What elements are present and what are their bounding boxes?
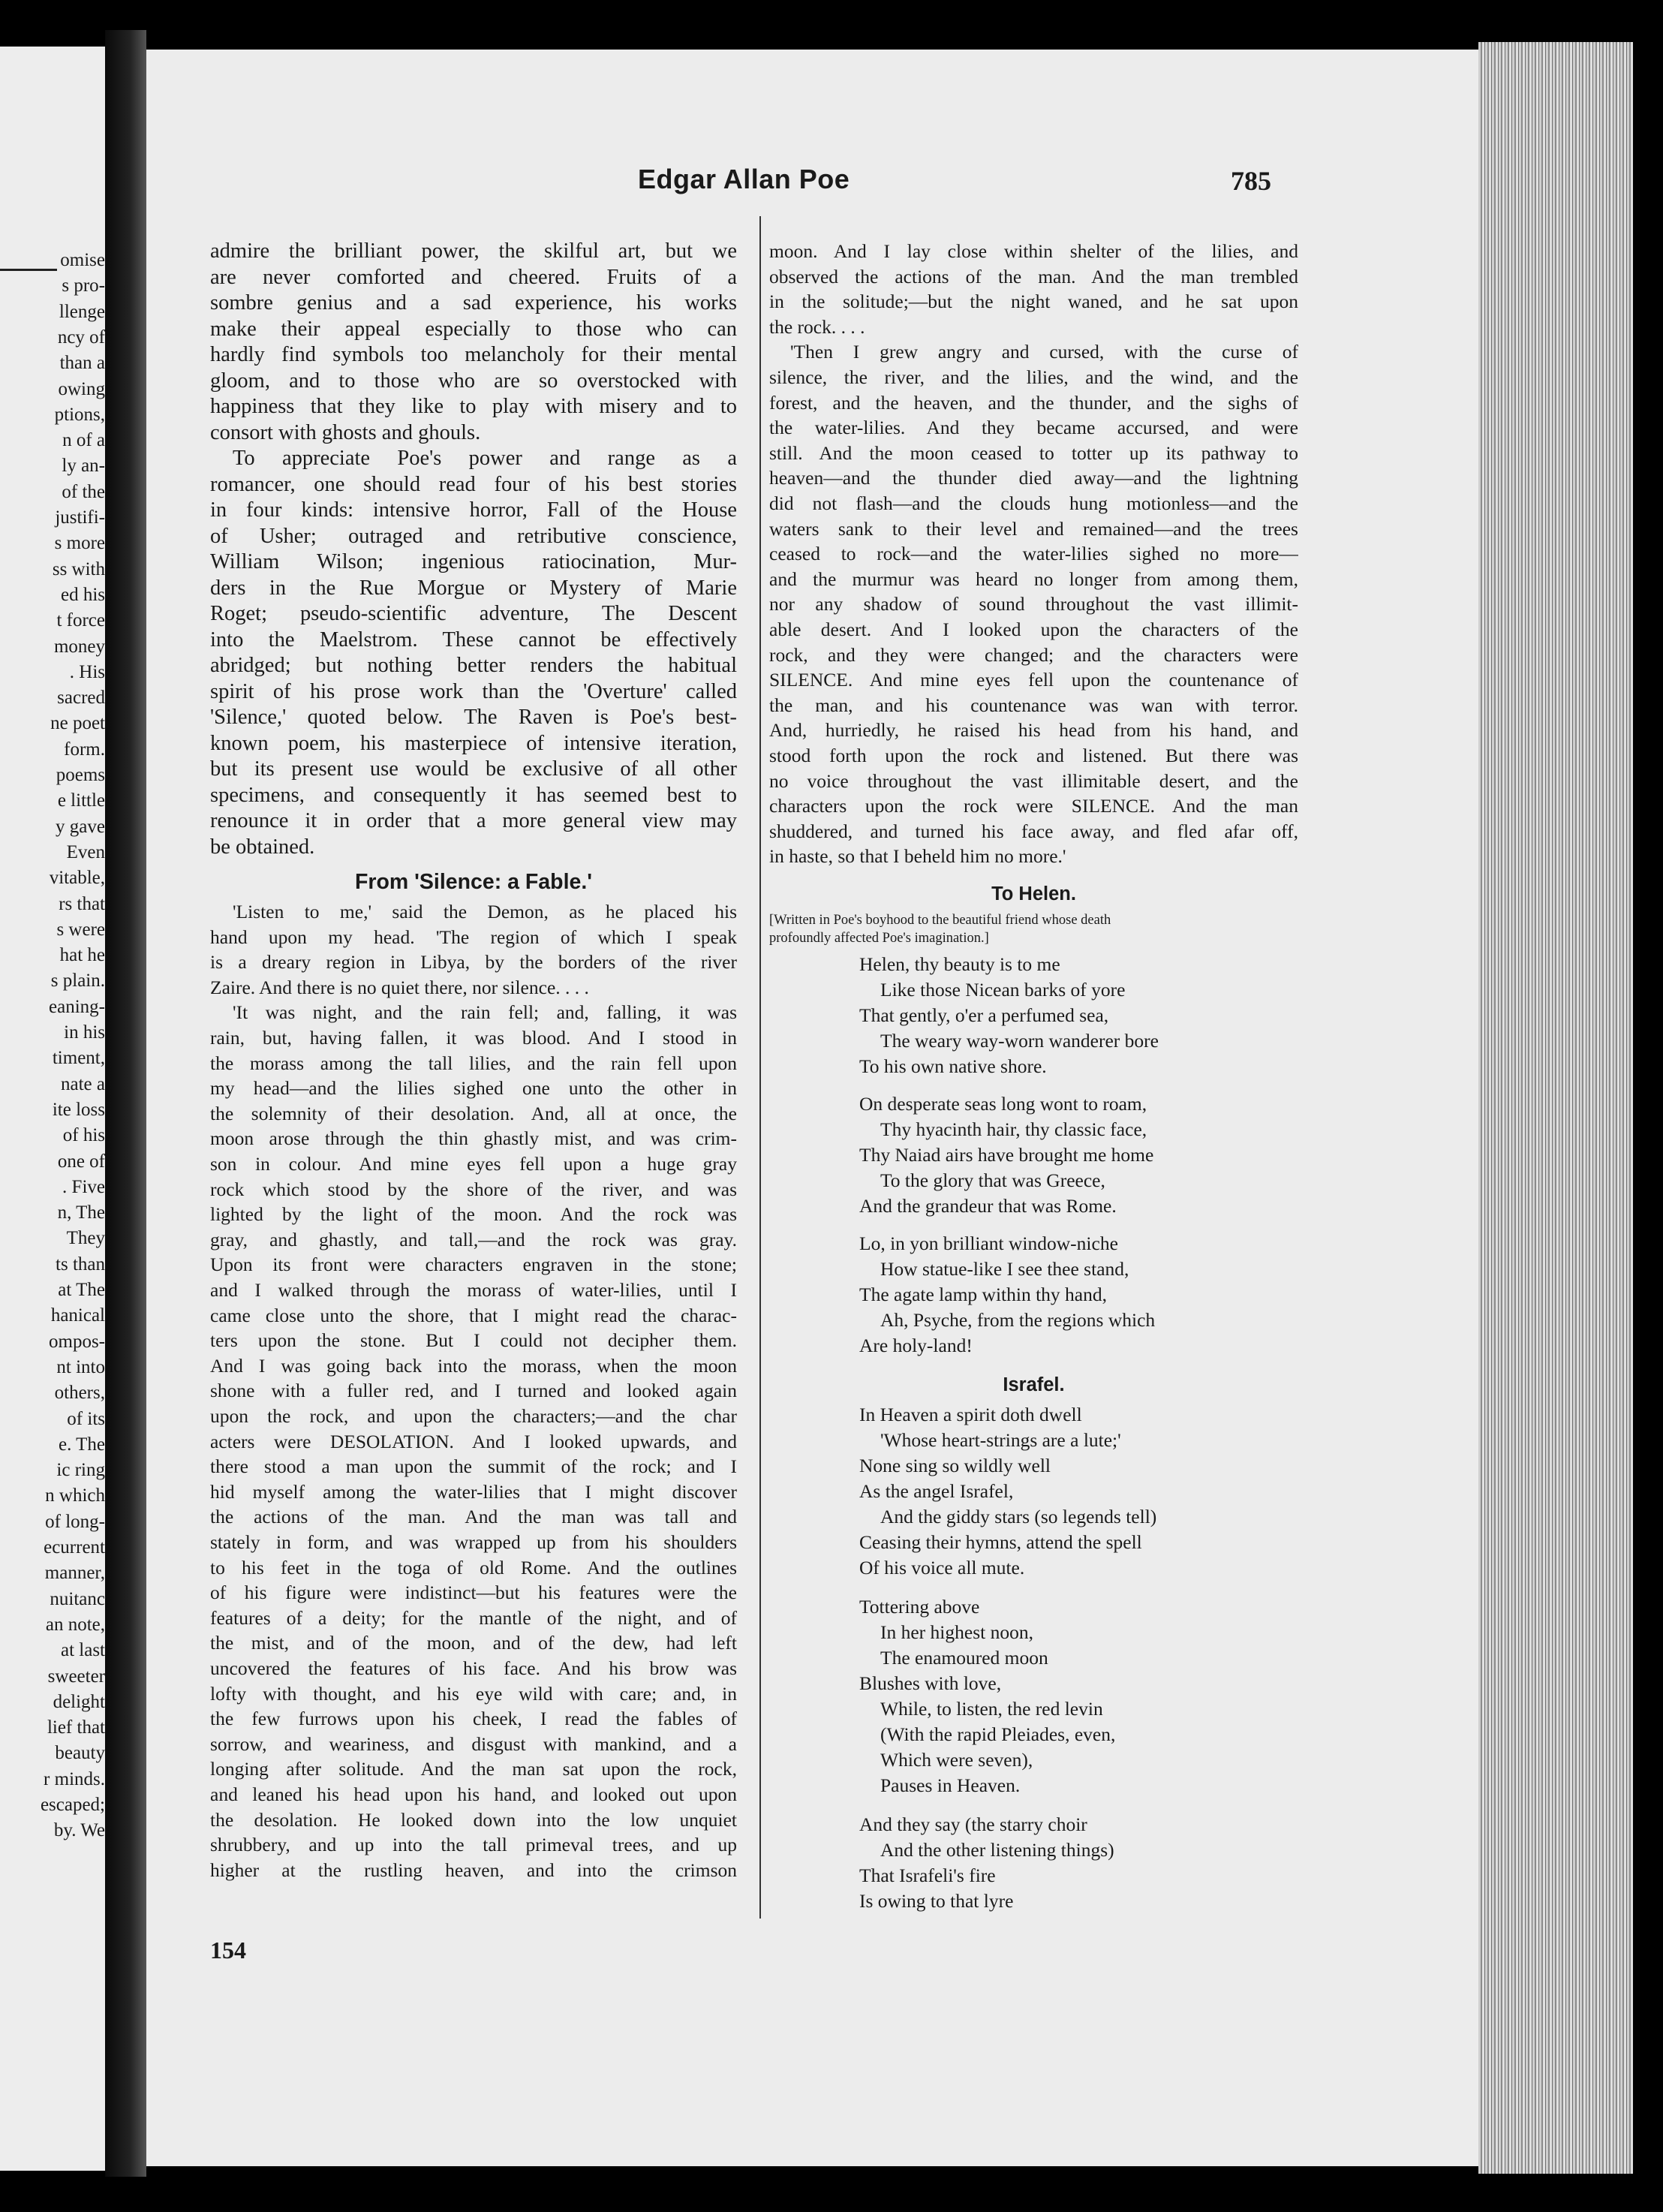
poem-title-israfel: Israfel. (1003, 1374, 1065, 1395)
left-column (210, 239, 737, 1928)
left-page-fragment: justifi- (55, 507, 105, 528)
quotation-line: acters were DESOLATION. And I looked upwards, and (210, 1430, 737, 1452)
quotation-line: my head—and the lilies sighed one unto the other in (210, 1077, 737, 1100)
quotation-line: 'Listen to me,' said the Demon, as he placed his (233, 901, 737, 922)
quotation-line: the mist, and of the moon, and of the dew, had left (210, 1632, 737, 1654)
body-text-line: happiness that they like to play with misery and to (210, 395, 737, 418)
body-text-line: be obtained. (210, 835, 315, 859)
poem-line: Lo, in yon brilliant window-niche (859, 1232, 1118, 1254)
body-text-line: known poem, his masterpiece of intensive iteration, (210, 731, 737, 755)
left-page-fragment: . Five (62, 1176, 105, 1197)
quotation-line: the desolation. He looked down into the low unquiet (210, 1808, 737, 1831)
left-page-fragment: beauty (55, 1743, 105, 1764)
body-text-line: hardly find symbols too melancholy for their mental (210, 343, 737, 366)
body-text-line: renounce it in order that a more general view may (210, 809, 737, 832)
quotation-line: silence, the river, and the lilies, and the wind, and the (769, 366, 1298, 388)
left-page-fragment: of its (67, 1408, 105, 1429)
quotation-line: did not flash—and the clouds hung motionless—and the (769, 492, 1298, 514)
left-page-fragment: eaning- (49, 996, 105, 1017)
left-page-fragment: e little (57, 790, 105, 811)
poem-line: That Israfeli's fire (859, 1864, 996, 1886)
quotation-line: moon. And I lay close within shelter of the lilies, and (769, 240, 1298, 262)
left-page-fragment: lief that (47, 1717, 105, 1738)
quotation-line: And, hurriedly, he raised his head from his hand, and (769, 719, 1298, 742)
quotation-line: the rock. . . . (769, 315, 865, 338)
poem-line: Thy Naiad airs have brought me home (859, 1144, 1154, 1166)
quotation-line: uncovered the features of his face. And his brow was (210, 1657, 737, 1679)
left-page-fragment: manner, (44, 1563, 105, 1584)
quotation-line: the actions of the man. And the man was tall and (210, 1506, 737, 1528)
poem-line: Pauses in Heaven. (880, 1774, 1021, 1796)
quotation-line: upon the rock, and upon the characters;—and the char (210, 1405, 737, 1427)
left-page-fragment: ts than (56, 1253, 105, 1275)
left-page-fragment: timent, (52, 1048, 105, 1069)
quotation-line: SILENCE. And mine eyes fell upon the countenance of (769, 669, 1298, 691)
left-page-fragment: sacred (57, 688, 105, 709)
quotation-line: And I was going back into the morass, when the moon (210, 1354, 737, 1377)
left-page-fragment: ecurrent (44, 1537, 105, 1557)
quotation-line: Zaire. And there is no quiet there, nor silence. . . . (210, 976, 589, 998)
quotation-line: came close unto the shore, that I might read the charac- (210, 1304, 737, 1326)
quotation-line: rain, but, having fallen, it was blood. And I stood in (210, 1027, 737, 1049)
left-page-fragment: of long- (45, 1511, 105, 1532)
quotation-line: and I walked through the morass of water-lilies, until I (210, 1279, 737, 1301)
left-page-fragment: s plain. (50, 971, 105, 992)
left-page-fragment: form. (64, 739, 105, 760)
poem-line: (With the rapid Pleiades, even, (880, 1723, 1116, 1745)
quotation-line: the man, and his countenance was wan with terror. (769, 694, 1298, 716)
left-page-fragment: s were (56, 919, 105, 940)
left-page-fragment: in his (64, 1022, 105, 1043)
left-page-fragment: hanical (50, 1305, 105, 1326)
quotation-line: stately in form, and was wrapped up from his shoulders (210, 1531, 737, 1553)
quotation-line: shone with a fuller red, and I turned and looked again (210, 1380, 737, 1402)
body-text-line: abridged; but nothing better renders the habitual (210, 654, 737, 677)
poem-line: And the grandeur that was Rome. (859, 1195, 1117, 1217)
quotation-line: is a dreary region in Libya, by the borders of the river (210, 951, 737, 974)
left-page-fragment: y gave (56, 816, 105, 837)
left-page-fragment: ed his (60, 584, 105, 605)
quotation-line: of his figure were indistinct—but his features were the (210, 1582, 737, 1604)
poem-line: Of his voice all mute. (859, 1557, 1025, 1578)
left-page-fragment: others, (54, 1383, 105, 1404)
left-page-fragment: one of (57, 1151, 105, 1172)
quotation-line: rock, and they were changed; and the characters were (769, 643, 1298, 666)
body-text-line: are never comforted and cheered. Fruits of a (210, 265, 737, 289)
left-page-fragment: escaped; (40, 1795, 105, 1815)
left-page-fragment: nuitanc (50, 1588, 105, 1609)
quotation-line: still. And the moon ceased to totter up its pathway to (769, 441, 1298, 464)
poem-line: Ah, Psyche, from the regions which (880, 1309, 1156, 1331)
left-page-fragment: ite loss (52, 1099, 105, 1120)
quotation-line: son in colour. And mine eyes fell upon a huge gray (210, 1153, 737, 1175)
left-page-fragment: of his (62, 1125, 105, 1146)
book-gutter (105, 30, 146, 2177)
body-text-line: admire the brilliant power, the skilful art, but we (210, 239, 737, 263)
left-page-fragment: owing (58, 378, 105, 399)
quotation-line: hand upon my head. 'The region of which I speak (210, 925, 737, 948)
poem-line: In her highest noon, (880, 1621, 1033, 1643)
poem-line: Tottering above (859, 1596, 980, 1618)
poem-line: Is owing to that lyre (859, 1890, 1014, 1912)
left-page-fragment: ic ring (56, 1460, 105, 1481)
poem-line: Blushes with love, (859, 1672, 1002, 1694)
section-heading: From 'Silence: a Fable.' (354, 870, 593, 894)
quotation-line: observed the actions of the man. And the man trembled (769, 265, 1298, 287)
left-page-fragment: than a (59, 353, 105, 374)
quotation-line: the morass among the tall lilies, and the rain fell upon (210, 1052, 737, 1074)
poem-note: profoundly affected Poe's imagination.] (769, 931, 989, 946)
poem-line: Helen, thy beauty is to me (859, 953, 1060, 975)
body-text-line: Roget; pseudo-scientific adventure, The Descent (210, 602, 737, 625)
quotation-line: waters sank to their level and remained—and the trees (769, 517, 1298, 540)
left-page-fragment: nt into (56, 1356, 105, 1377)
poem-line: To the glory that was Greece, (880, 1169, 1105, 1191)
quotation-line: lofty with thought, and his eye wild with care; and, in (210, 1682, 737, 1705)
left-page-fragment: poems (56, 765, 105, 785)
left-page-fragment: ne poet (50, 713, 105, 734)
poem-line: In Heaven a spirit doth dwell (859, 1404, 1082, 1425)
quotation-line: Upon its front were characters engraven in the stone; (210, 1253, 737, 1276)
left-page-fragment: s pro- (62, 275, 105, 296)
quotation-line: shrubbery, and up into the tall primeval trees, and up (210, 1834, 737, 1856)
quotation-line: 'It was night, and the rain fell; and, falling, it was (233, 1001, 737, 1024)
quotation-line: the solemnity of their desolation. And, all at once, the (210, 1102, 737, 1124)
left-page-fragment: e. The (58, 1434, 105, 1455)
quotation-line: 'Then I grew angry and cursed, with the curse of (790, 341, 1298, 363)
page-edges (1478, 42, 1633, 2174)
left-page-fragment: . His (69, 661, 105, 682)
quotation-line: lighted by the light of the moon. And the rock was (210, 1203, 737, 1226)
body-text-line: romancer, one should read four of his best stories (210, 472, 737, 496)
quotation-line: in haste, so that I beheld him no more.' (769, 845, 1066, 868)
quotation-line: features of a deity; for the mantle of the night, and of (210, 1606, 737, 1629)
poem-line: And they say (the starry choir (859, 1813, 1087, 1835)
left-page-fragment: delight (53, 1691, 105, 1712)
body-text-line: William Wilson; ingenious ratiocination, Mur- (210, 550, 737, 573)
left-page-fragment: ptions, (54, 404, 105, 425)
left-page-fragment: ompos- (49, 1331, 105, 1352)
quotation-line: in the solitude;—but the night waned, and he sat upon (769, 290, 1298, 313)
poem-line: None sing so wildly well (859, 1455, 1051, 1476)
folio-number: 154 (210, 1937, 246, 1964)
left-page-fragment: n, The (57, 1202, 105, 1223)
body-text-line: make their appeal especially to those who can (210, 317, 737, 341)
left-page-fragment: ly an- (62, 456, 105, 477)
left-page-fragment: money (53, 636, 105, 657)
poem-line: Are holy-land! (859, 1335, 973, 1356)
left-page-fragment: at The (58, 1280, 105, 1300)
body-text-line: in four kinds: intensive horror, Fall of the House (210, 498, 737, 522)
left-page-fragment: n which (45, 1485, 105, 1506)
body-text-line: of Usher; outraged and retributive conscience, (210, 524, 737, 548)
quotation-line: there stood a man upon the summit of the rock; and I (210, 1455, 737, 1478)
left-page-fragment: Even (66, 841, 105, 862)
quotation-line: sorrow, and weariness, and disgust with mankind, and a (210, 1732, 737, 1755)
body-text-line: sombre genius and a sad experience, his works (210, 291, 737, 314)
left-page-fragment: by. We (53, 1820, 105, 1841)
quotation-line: gray, and ghastly, and tall,—and the rock was gray. (210, 1228, 737, 1250)
quotation-line: able desert. And I looked upon the characters of the (769, 618, 1298, 640)
quotation-line: heaven—and the thunder died away—and the lightning (769, 467, 1298, 489)
quotation-line: nor any shadow of sound throughout the vast illimit- (769, 593, 1298, 615)
poem-line: How statue-like I see thee stand, (880, 1258, 1129, 1280)
body-text-line: gloom, and to those who are so overstocked with (210, 369, 737, 393)
body-text-line: To appreciate Poe's power and range as a (233, 447, 737, 470)
body-text-line: ders in the Rue Morgue or Mystery of Marie (210, 576, 737, 600)
quotation-line: shuddered, and turned his face away, and fled afar off, (769, 820, 1298, 842)
poem-line: Which were seven), (880, 1749, 1033, 1771)
poem-line: On desperate seas long wont to roam, (859, 1093, 1147, 1115)
running-header: Edgar Allan Poe (638, 164, 850, 194)
body-text-line: into the Maelstrom. These cannot be effectively (210, 627, 737, 652)
body-text-line: 'Silence,' quoted below. The Raven is Poe's best- (210, 706, 737, 729)
left-page-fragment: ncy of (57, 327, 105, 348)
left-page-fragment: of the (62, 481, 105, 502)
right-column (769, 239, 1298, 1928)
poem-line: That gently, o'er a perfumed sea, (859, 1004, 1109, 1026)
poem-line: Ceasing their hymns, attend the spell (859, 1531, 1142, 1553)
column-rule (759, 216, 761, 1919)
poem-line: The weary way-worn wanderer bore (880, 1030, 1159, 1052)
left-page-fragment: t force (56, 610, 105, 631)
poem-line: Thy hyacinth hair, thy classic face, (880, 1118, 1147, 1140)
quotation-line: and the murmur was heard no longer from among them, (769, 567, 1298, 590)
poem-line: The agate lamp within thy hand, (859, 1284, 1107, 1305)
left-page-fragment: nate a (61, 1073, 105, 1094)
quotation-line: forest, and the heaven, and the thunder, and the sighs of (769, 391, 1298, 414)
body-text-line: specimens, and consequently it has seemed best to (210, 783, 737, 807)
page-number: 785 (1231, 166, 1271, 196)
poem-line: 'Whose heart-strings are a lute;' (880, 1429, 1121, 1451)
poem-line: Like those Nicean barks of yore (880, 979, 1126, 1001)
body-text-line: but its present use would be exclusive of all other (210, 757, 737, 781)
poem-line: While, to listen, the red levin (880, 1698, 1103, 1720)
poem-line: The enamoured moon (880, 1647, 1048, 1669)
quotation-line: no voice throughout the vast illimitable desert, and the (769, 769, 1298, 792)
left-page-fragment: They (66, 1228, 105, 1249)
left-page-fragment: rs that (59, 893, 105, 914)
quotation-line: and leaned his head upon his hand, and looked out upon (210, 1783, 737, 1805)
quotation-line: hid myself among the water-lilies that I might discover (210, 1480, 737, 1503)
quotation-line: the few furrows upon his cheek, I read the fables of (210, 1708, 737, 1730)
poem-line: As the angel Israfel, (859, 1480, 1014, 1502)
left-page-fragment: an note, (45, 1614, 105, 1635)
left-page-fragment: omise (60, 250, 105, 270)
left-page-fragment: ss with (52, 558, 105, 579)
quotation-line: the water-lilies. And they became accursed, and were (769, 417, 1298, 439)
left-page-fragment: r minds. (44, 1768, 105, 1789)
poem-title-helen: To Helen. (991, 883, 1076, 904)
poem-line: And the giddy stars (so legends tell) (880, 1506, 1157, 1527)
quotation-line: moon arose through the thin ghastly mist, and was crim- (210, 1127, 737, 1150)
left-page-fragment: at last (60, 1640, 105, 1661)
left-page-fragment: hat he (59, 945, 105, 966)
left-page-fragment: s more (54, 533, 105, 554)
body-text-line: spirit of his prose work than the 'Overture' called (210, 679, 737, 703)
poem-line: To his own native shore. (859, 1055, 1047, 1077)
quotation-line: to his feet in the toga of old Rome. And the outlines (210, 1556, 737, 1578)
left-page-text-fragments (0, 248, 105, 1899)
quotation-line: higher at the rustling heaven, and into the crimson (210, 1858, 737, 1881)
left-page-fragment: sweeter (47, 1666, 105, 1687)
body-text-line: consort with ghosts and ghouls. (210, 420, 481, 444)
quotation-line: stood forth upon the rock and listened. But there was (769, 745, 1298, 766)
poem-note: [Written in Poe's boyhood to the beautiful friend whose death (769, 913, 1111, 928)
quotation-line: ceased to rock—and the water-lilies sighed no more— (769, 543, 1298, 565)
quotation-line: rock which stood by the shore of the river, and was (210, 1178, 737, 1200)
poem-line: And the other listening things) (880, 1839, 1114, 1861)
left-page-fragment: n of a (62, 430, 105, 451)
quotation-line: characters upon the rock were SILENCE. And the man (769, 795, 1298, 817)
left-page-fragment: llenge (59, 301, 105, 322)
quotation-line: longing after solitude. And the man sat upon the rock, (210, 1758, 737, 1780)
quotation-line: ters upon the stone. But I could not decipher them. (210, 1329, 737, 1352)
left-page-fragment: vitable, (49, 868, 105, 889)
